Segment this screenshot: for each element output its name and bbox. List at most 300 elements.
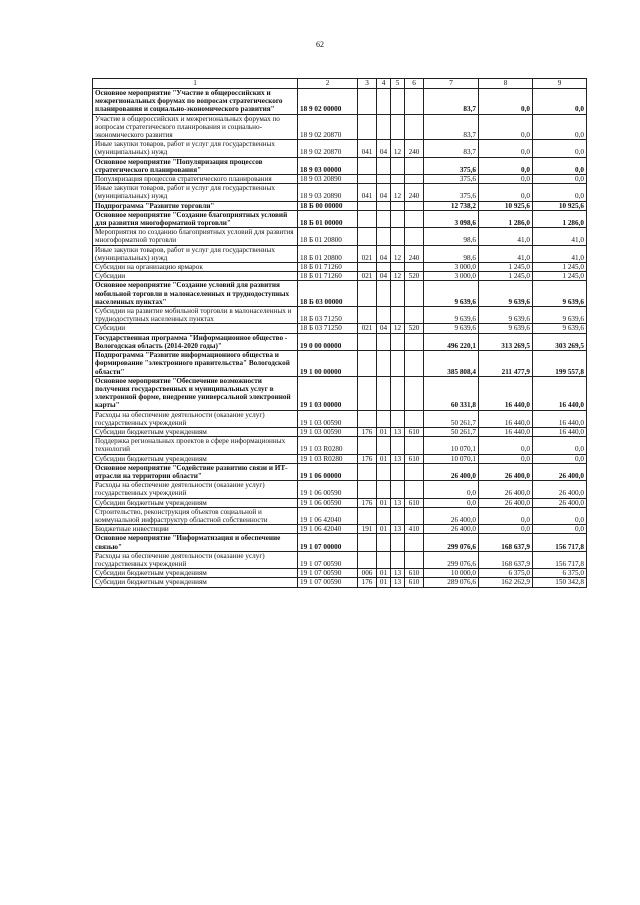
row-pr [391, 351, 405, 377]
row-name: Основное мероприятие "Создание условий для развития мобильной торговли в малонаселенных и труднодоступных населенных пунктах" [93, 281, 298, 307]
row-amount-2: 1 286,0 [479, 210, 533, 227]
row-vr [358, 210, 377, 227]
row-amount-1: 375,6 [424, 184, 479, 201]
row-amount-2: 26 400,0 [479, 463, 533, 480]
row-code: 18 Б 03 71250 [298, 307, 358, 324]
table-row [93, 525, 587, 534]
row-pr: 12 [391, 245, 405, 262]
row-name: Популяризация процессов стратегического планирования [93, 175, 298, 184]
row-kvr [405, 89, 424, 115]
row-kvr [405, 376, 424, 410]
row-rz: 01 [377, 427, 391, 436]
row-code: 18 9 02 20870 [298, 140, 358, 157]
header-cell: 1 [93, 79, 298, 89]
row-code: 19 1 03 00000 [298, 376, 358, 410]
row-vr [358, 351, 377, 377]
row-amount-3: 0,0 [533, 175, 587, 184]
row-amount-3: 0,0 [533, 157, 587, 174]
row-code: 19 1 03 R0280 [298, 454, 358, 463]
row-amount-2: 9 639,6 [479, 324, 533, 333]
row-name: Бюджетные инвестиции [93, 525, 298, 534]
row-name: Расходы на обеспечение деятельности (оказание услуг) государственных учреждений [93, 410, 298, 427]
row-amount-2: 168 637,9 [479, 551, 533, 568]
row-vr [358, 157, 377, 174]
header-cell: 4 [377, 79, 391, 89]
row-pr [391, 437, 405, 454]
row-code: 18 9 02 20870 [298, 114, 358, 140]
row-pr: 13 [391, 427, 405, 436]
row-vr [358, 307, 377, 324]
row-code: 19 1 06 00000 [298, 463, 358, 480]
row-pr [391, 481, 405, 498]
table-row [93, 551, 587, 568]
budget-table [92, 78, 587, 588]
row-pr [391, 89, 405, 115]
row-amount-2: 26 400,0 [479, 481, 533, 498]
table-row [93, 228, 587, 245]
row-amount-2: 0,0 [479, 114, 533, 140]
row-pr [391, 307, 405, 324]
row-amount-3: 0,0 [533, 89, 587, 115]
row-pr [391, 228, 405, 245]
header-cell: 5 [391, 79, 405, 89]
header-row [93, 79, 587, 89]
row-rz [377, 410, 391, 427]
table-row [93, 140, 587, 157]
row-kvr [405, 551, 424, 568]
row-pr [391, 201, 405, 210]
row-kvr [405, 114, 424, 140]
row-amount-3: 1 245,0 [533, 272, 587, 281]
row-amount-1: 9 639,6 [424, 281, 479, 307]
row-rz [377, 175, 391, 184]
row-amount-2: 0,0 [479, 175, 533, 184]
table-row [93, 376, 587, 410]
row-name: Субсидии бюджетным учреждениям [93, 427, 298, 436]
row-name: Основное мероприятие "Содействие развитию связи и ИТ-отрасли на территории области" [93, 463, 298, 480]
row-pr [391, 175, 405, 184]
row-amount-2: 41,0 [479, 245, 533, 262]
row-name: Участие в общероссийских и межрегиональных форумах по вопросам стратегического планирования и социально-экономического развития [93, 114, 298, 140]
row-vr [358, 89, 377, 115]
row-code: 18 Б 01 71260 [298, 272, 358, 281]
row-name: Поддержка региональных проектов в сфере информационных технологий [93, 437, 298, 454]
row-code: 19 1 07 00000 [298, 534, 358, 551]
row-amount-2: 9 639,6 [479, 307, 533, 324]
row-code: 18 Б 03 00000 [298, 281, 358, 307]
row-rz [377, 333, 391, 350]
row-amount-1: 299 076,6 [424, 534, 479, 551]
row-pr: 12 [391, 272, 405, 281]
row-amount-3: 16 440,0 [533, 410, 587, 427]
row-vr [358, 114, 377, 140]
table-row [93, 498, 587, 507]
row-code: 18 Б 01 20800 [298, 228, 358, 245]
table-row [93, 184, 587, 201]
table-row [93, 307, 587, 324]
row-pr [391, 263, 405, 272]
row-amount-3: 156 717,8 [533, 534, 587, 551]
table-row [93, 245, 587, 262]
row-pr [391, 534, 405, 551]
row-rz [377, 157, 391, 174]
row-vr [358, 437, 377, 454]
row-name: Строительство, реконструкция объектов социальной и коммунальной инфраструктур областной собственности [93, 507, 298, 524]
row-kvr: 610 [405, 427, 424, 436]
row-kvr [405, 210, 424, 227]
row-rz [377, 534, 391, 551]
table-row [93, 351, 587, 377]
row-amount-1: 26 400,0 [424, 463, 479, 480]
row-kvr: 610 [405, 578, 424, 587]
row-amount-3: 6 375,0 [533, 569, 587, 578]
row-amount-2: 211 477,9 [479, 351, 533, 377]
row-amount-1: 9 639,6 [424, 307, 479, 324]
table-row [93, 324, 587, 333]
row-code: 18 9 03 20890 [298, 184, 358, 201]
row-kvr [405, 228, 424, 245]
row-amount-3: 1 286,0 [533, 210, 587, 227]
row-kvr [405, 201, 424, 210]
row-amount-2: 0,0 [479, 140, 533, 157]
row-vr [358, 281, 377, 307]
row-amount-2: 10 925,6 [479, 201, 533, 210]
table-row [93, 114, 587, 140]
row-kvr: 410 [405, 525, 424, 534]
row-amount-2: 162 262,9 [479, 578, 533, 587]
row-pr: 13 [391, 498, 405, 507]
row-rz: 04 [377, 272, 391, 281]
row-rz [377, 481, 391, 498]
row-amount-3: 199 557,8 [533, 351, 587, 377]
row-amount-1: 50 261,7 [424, 427, 479, 436]
row-amount-2: 16 440,0 [479, 376, 533, 410]
row-code: 19 0 00 00000 [298, 333, 358, 350]
row-amount-1: 10 000,0 [424, 569, 479, 578]
row-pr [391, 210, 405, 227]
table-row [93, 263, 587, 272]
row-kvr: 610 [405, 498, 424, 507]
row-code: 19 1 06 00590 [298, 498, 358, 507]
table-row [93, 578, 587, 587]
row-amount-1: 299 076,6 [424, 551, 479, 568]
row-code: 19 1 07 00590 [298, 551, 358, 568]
table-row [93, 437, 587, 454]
row-kvr [405, 157, 424, 174]
row-kvr [405, 437, 424, 454]
row-name: Иные закупки товаров, работ и услуг для государственных (муниципальных) нужд [93, 140, 298, 157]
row-vr: 176 [358, 427, 377, 436]
row-code: 19 1 03 R0280 [298, 437, 358, 454]
row-pr: 13 [391, 578, 405, 587]
row-vr: 021 [358, 245, 377, 262]
row-amount-2: 0,0 [479, 89, 533, 115]
row-kvr [405, 333, 424, 350]
row-kvr [405, 507, 424, 524]
row-code: 19 1 06 00590 [298, 481, 358, 498]
row-name: Субсидии на организацию ярмарок [93, 263, 298, 272]
row-rz: 01 [377, 578, 391, 587]
row-vr: 041 [358, 184, 377, 201]
row-rz [377, 376, 391, 410]
row-amount-2: 0,0 [479, 507, 533, 524]
row-pr: 13 [391, 525, 405, 534]
table-row [93, 534, 587, 551]
row-name: Основное мероприятие "Информатизация и обеспечение связью" [93, 534, 298, 551]
row-amount-3: 0,0 [533, 525, 587, 534]
table-row [93, 175, 587, 184]
row-pr [391, 410, 405, 427]
row-vr [358, 463, 377, 480]
row-vr [358, 481, 377, 498]
table-row [93, 89, 587, 115]
row-name: Основное мероприятие "Обеспечение возможности получения государственных и муниципальных услуг в электронной форме, внедрение универсальной электронной карты" [93, 376, 298, 410]
row-amount-1: 26 400,0 [424, 507, 479, 524]
table-row [93, 507, 587, 524]
row-name: Субсидии бюджетным учреждениям [93, 454, 298, 463]
row-vr: 006 [358, 569, 377, 578]
row-amount-1: 3 098,6 [424, 210, 479, 227]
row-amount-3: 0,0 [533, 184, 587, 201]
row-name: Субсидии [93, 272, 298, 281]
row-kvr [405, 463, 424, 480]
row-amount-3: 26 400,0 [533, 481, 587, 498]
row-pr [391, 114, 405, 140]
row-kvr [405, 410, 424, 427]
row-pr: 12 [391, 184, 405, 201]
row-kvr: 240 [405, 245, 424, 262]
table-row [93, 569, 587, 578]
row-amount-2: 0,0 [479, 525, 533, 534]
row-pr: 13 [391, 569, 405, 578]
row-pr [391, 333, 405, 350]
row-amount-1: 10 070,1 [424, 437, 479, 454]
row-rz [377, 201, 391, 210]
row-vr [358, 333, 377, 350]
row-amount-2: 26 400,0 [479, 498, 533, 507]
row-name: Субсидии бюджетным учреждениям [93, 578, 298, 587]
table-row [93, 157, 587, 174]
row-code: 18 Б 00 00000 [298, 201, 358, 210]
row-amount-3: 0,0 [533, 507, 587, 524]
row-kvr [405, 281, 424, 307]
header-cell: 9 [533, 79, 587, 89]
row-vr: 021 [358, 272, 377, 281]
row-amount-1: 50 261,7 [424, 410, 479, 427]
row-rz: 01 [377, 498, 391, 507]
row-vr: 191 [358, 525, 377, 534]
row-amount-2: 1 245,0 [479, 272, 533, 281]
header-cell: 6 [405, 79, 424, 89]
header-cell: 7 [424, 79, 479, 89]
row-name: Субсидии на развитие мобильной торговли в малонаселенных и труднодоступных населенных пунктах [93, 307, 298, 324]
row-amount-2: 0,0 [479, 184, 533, 201]
row-amount-1: 9 639,6 [424, 324, 479, 333]
table-row [93, 272, 587, 281]
row-name: Государственная программа "Информационное общество - Вологодская область (2014-2020 годы)" [93, 333, 298, 350]
row-kvr [405, 351, 424, 377]
row-amount-1: 375,6 [424, 175, 479, 184]
row-name: Расходы на обеспечение деятельности (оказание услуг) государственных учреждений [93, 551, 298, 568]
row-code: 18 9 03 20890 [298, 175, 358, 184]
row-amount-1: 98,6 [424, 228, 479, 245]
row-code: 18 Б 01 71260 [298, 263, 358, 272]
row-amount-2: 16 440,0 [479, 427, 533, 436]
row-amount-3: 150 342,8 [533, 578, 587, 587]
row-amount-3: 0,0 [533, 454, 587, 463]
row-amount-3: 0,0 [533, 114, 587, 140]
row-amount-1: 496 220,1 [424, 333, 479, 350]
row-amount-3: 41,0 [533, 228, 587, 245]
table-body [93, 89, 587, 588]
row-amount-2: 313 269,5 [479, 333, 533, 350]
row-amount-2: 0,0 [479, 454, 533, 463]
row-code: 18 Б 01 00000 [298, 210, 358, 227]
row-amount-3: 9 639,6 [533, 307, 587, 324]
row-rz [377, 351, 391, 377]
row-amount-2: 0,0 [479, 157, 533, 174]
row-code: 19 1 07 00590 [298, 569, 358, 578]
row-vr [358, 263, 377, 272]
row-amount-3: 16 440,0 [533, 427, 587, 436]
row-vr [358, 175, 377, 184]
row-pr: 12 [391, 140, 405, 157]
row-code: 19 1 00 00000 [298, 351, 358, 377]
table-row [93, 463, 587, 480]
row-kvr [405, 307, 424, 324]
row-amount-3: 41,0 [533, 245, 587, 262]
row-code: 19 1 06 42040 [298, 525, 358, 534]
row-amount-3: 26 400,0 [533, 498, 587, 507]
row-vr: 021 [358, 324, 377, 333]
table-row [93, 210, 587, 227]
row-rz [377, 89, 391, 115]
header-cell: 8 [479, 79, 533, 89]
row-amount-1: 26 400,0 [424, 525, 479, 534]
row-code: 18 9 02 00000 [298, 89, 358, 115]
row-rz [377, 263, 391, 272]
row-amount-3: 1 245,0 [533, 263, 587, 272]
row-kvr: 520 [405, 272, 424, 281]
row-amount-2: 0,0 [479, 437, 533, 454]
row-rz: 01 [377, 525, 391, 534]
row-kvr: 240 [405, 140, 424, 157]
row-rz [377, 114, 391, 140]
row-amount-1: 385 808,4 [424, 351, 479, 377]
row-vr: 176 [358, 578, 377, 587]
row-name: Основное мероприятие "Участие в общероссийских и межрегиональных форумах по вопросам стратегического планирования и социально-экономического развития" [93, 89, 298, 115]
row-code: 18 9 03 00000 [298, 157, 358, 174]
row-kvr [405, 534, 424, 551]
row-amount-3: 26 400,0 [533, 463, 587, 480]
row-vr [358, 507, 377, 524]
row-name: Основное мероприятие "Популяризация процессов стратегического планирования" [93, 157, 298, 174]
row-amount-1: 289 076,6 [424, 578, 479, 587]
row-amount-2: 16 440,0 [479, 410, 533, 427]
row-amount-1: 60 331,8 [424, 376, 479, 410]
row-amount-3: 156 717,8 [533, 551, 587, 568]
row-kvr [405, 175, 424, 184]
table-row [93, 333, 587, 350]
row-name: Основное мероприятие "Создание благоприятных условий для развития многоформатной торговли" [93, 210, 298, 227]
header-cell: 2 [298, 79, 358, 89]
row-amount-2: 41,0 [479, 228, 533, 245]
row-amount-1: 83,7 [424, 114, 479, 140]
row-vr [358, 534, 377, 551]
row-rz [377, 307, 391, 324]
row-amount-1: 98,6 [424, 245, 479, 262]
row-name: Иные закупки товаров, работ и услуг для государственных (муниципальных) нужд [93, 184, 298, 201]
row-rz [377, 210, 391, 227]
row-rz [377, 463, 391, 480]
page-number: 62 [316, 40, 324, 49]
row-vr: 176 [358, 498, 377, 507]
row-amount-3: 0,0 [533, 437, 587, 454]
row-kvr: 610 [405, 454, 424, 463]
row-amount-1: 375,6 [424, 157, 479, 174]
row-vr: 176 [358, 454, 377, 463]
row-name: Мероприятия по созданию благоприятных условий для развития многоформатной торговли [93, 228, 298, 245]
row-rz [377, 228, 391, 245]
row-amount-3: 10 925,6 [533, 201, 587, 210]
row-code: 19 1 06 42040 [298, 507, 358, 524]
row-kvr: 520 [405, 324, 424, 333]
row-vr [358, 201, 377, 210]
row-vr [358, 228, 377, 245]
row-rz: 04 [377, 140, 391, 157]
row-kvr: 240 [405, 184, 424, 201]
table-row [93, 481, 587, 498]
row-amount-2: 168 637,9 [479, 534, 533, 551]
row-kvr [405, 481, 424, 498]
table-row [93, 454, 587, 463]
row-amount-1: 3 000,0 [424, 263, 479, 272]
row-amount-1: 12 738,2 [424, 201, 479, 210]
row-rz [377, 507, 391, 524]
row-amount-3: 9 639,6 [533, 324, 587, 333]
row-amount-1: 3 000,0 [424, 272, 479, 281]
row-name: Подпрограмма "Развитие торговли" [93, 201, 298, 210]
row-rz: 04 [377, 324, 391, 333]
row-amount-2: 9 639,6 [479, 281, 533, 307]
row-vr [358, 410, 377, 427]
row-code: 19 1 03 00590 [298, 427, 358, 436]
row-amount-3: 303 269,5 [533, 333, 587, 350]
row-amount-1: 0,0 [424, 498, 479, 507]
row-name: Субсидии [93, 324, 298, 333]
row-code: 18 Б 03 71250 [298, 324, 358, 333]
row-amount-1: 10 070,1 [424, 454, 479, 463]
header-cell: 3 [358, 79, 377, 89]
table-row [93, 201, 587, 210]
row-rz: 01 [377, 569, 391, 578]
row-amount-1: 0,0 [424, 481, 479, 498]
row-rz [377, 281, 391, 307]
row-amount-1: 83,7 [424, 89, 479, 115]
row-rz: 04 [377, 245, 391, 262]
row-rz: 01 [377, 454, 391, 463]
row-amount-2: 1 245,0 [479, 263, 533, 272]
row-name: Субсидии бюджетным учреждениям [93, 569, 298, 578]
table-row [93, 427, 587, 436]
table-row [93, 410, 587, 427]
row-name: Подпрограмма "Развитие информационного общества и формирование "электронного правительства" Вологодской области" [93, 351, 298, 377]
row-pr [391, 281, 405, 307]
row-rz [377, 551, 391, 568]
row-pr [391, 463, 405, 480]
row-pr [391, 157, 405, 174]
table-row [93, 281, 587, 307]
